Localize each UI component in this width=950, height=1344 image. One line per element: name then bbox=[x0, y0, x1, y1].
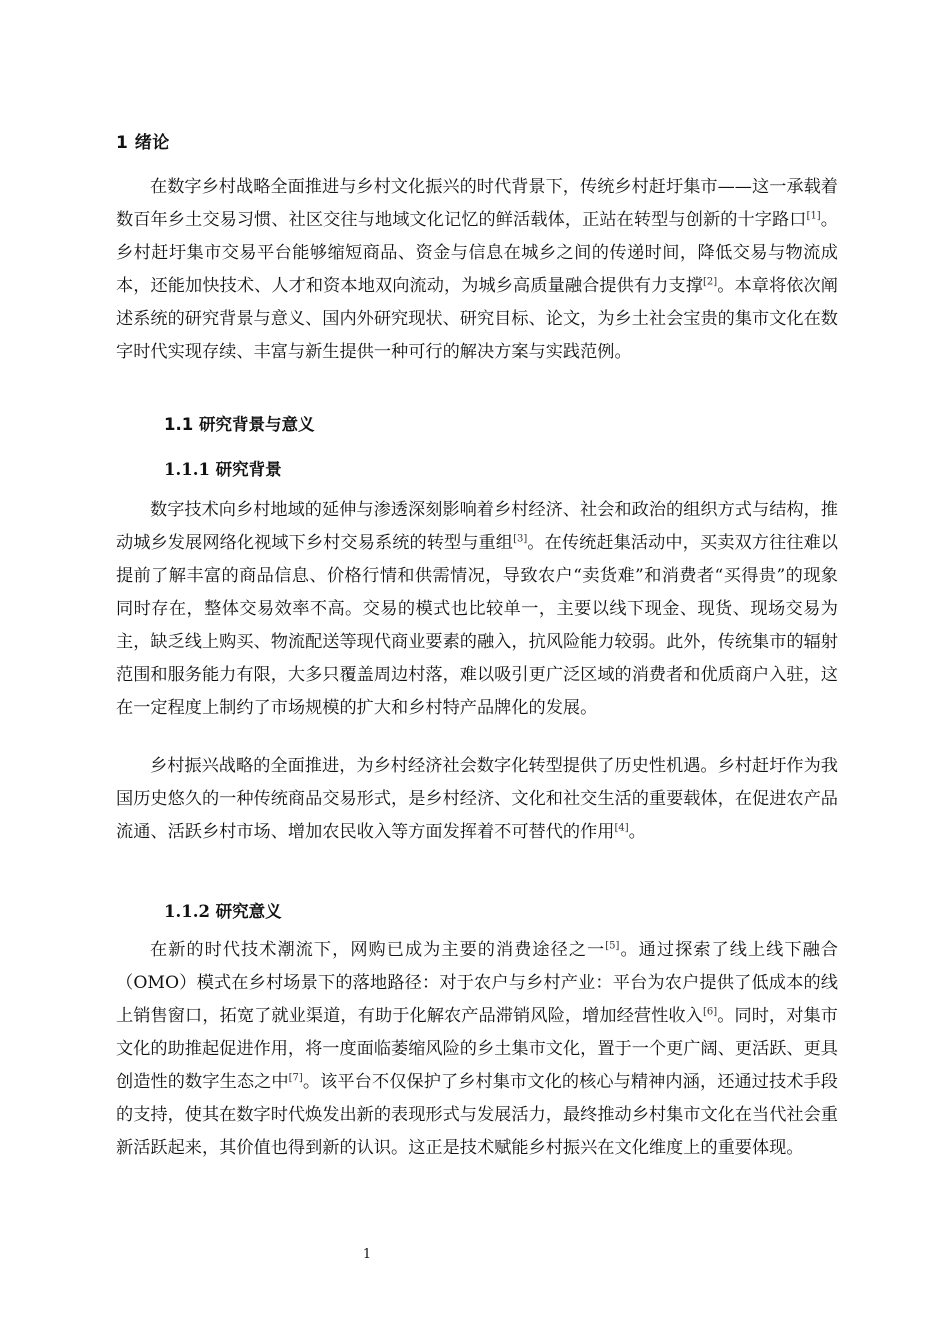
citation-2: [2] bbox=[702, 276, 718, 288]
intro-paragraph bbox=[116, 171, 838, 369]
citation-7: [7] bbox=[288, 1072, 303, 1084]
significance-text-4: 。该平台不仅保护了乡村集市文化的核心与精神内涵，还通过技术手段的支持，使其在数字时代焕发出新的表现形式与发展活力，最终推动乡村集市文化在当代社会重新活跃起来，其价值也得到新的认识。这正是技术赋能乡村振兴在文化维度上的重要体现。 bbox=[116, 1072, 838, 1158]
significance-text-3: 。同时，对集市文化的助推起促进作用，将一度面临萎缩风险的乡土集市文化，置于一个更广阔、更活跃、更具创造性的数字生态之中 bbox=[116, 1006, 838, 1092]
page-number: 1 bbox=[362, 1247, 372, 1262]
significance-text-1: 在新的时代技术潮流下，网购已成为主要的消费途径之一 bbox=[150, 940, 606, 960]
citation-5: [5] bbox=[605, 940, 620, 952]
citation-3: [3] bbox=[513, 533, 528, 545]
significance-paragraph bbox=[116, 934, 838, 1165]
subsection-title-1-1-1: 1.1.1 研究背景 bbox=[164, 460, 282, 479]
chapter-title: 1 绪论 bbox=[116, 133, 170, 153]
background-paragraph-1 bbox=[116, 494, 838, 725]
background-text-4: 。 bbox=[628, 822, 646, 842]
citation-6: [6] bbox=[702, 1006, 718, 1018]
background-text-1: 数字技术向乡村地域的延伸与渗透深刻影响着乡村经济、社会和政治的组织方式与结构，推动城乡发展网络化视域下乡村交易系统的转型与重组 bbox=[116, 500, 838, 553]
significance-text-2: 。通过探索了线上线下融合（OMO）模式在乡村场景下的落地路径：对于农户与乡村产业：平台为农户提供了低成本的线上销售窗口，拓宽了就业渠道，有助于化解农产品滞销风险，增加经营性收入 bbox=[116, 940, 838, 1026]
intro-text-2: 。乡村赶圩集市交易平台能够缩短商品、资金与信息在城乡之间的传递时间，降低交易与物流成本，还能加快技术、人才和资本地双向流动，为城乡高质量融合提供有力支撑 bbox=[116, 210, 838, 296]
background-text-2: 。在传统赶集活动中，买卖双方往往难以提前了解丰富的商品信息、价格行情和供需情况，导致农户“卖货难”和消费者“买得贵”的现象同时存在，整体交易效率不高。交易的模式也比较单一，主要以线下现金、现货、现场交易为主，缺乏线上购买、物流配送等现代商业要素的融入，抗风险能力较弱。此外，传统集市的辐射范围和服务能力有限，大多只覆盖周边村落，难以吸引更广泛区域的消费者和优质商户入驻，这在一定程度上制约了市场规模的扩大和乡村特产品牌化的发展。 bbox=[116, 533, 838, 718]
citation-4: [4] bbox=[614, 822, 629, 834]
subsection-title-1-1-2: 1.1.2 研究意义 bbox=[164, 902, 282, 921]
section-title-1-1: 1.1 研究背景与意义 bbox=[164, 415, 315, 434]
intro-text-1: 在数字乡村战略全面推进与乡村文化振兴的时代背景下，传统乡村赶圩集市——这一承载着数百年乡土交易习惯、社区交往与地域文化记忆的鲜活载体，正站在转型与创新的十字路口 bbox=[116, 177, 838, 230]
background-paragraph-2 bbox=[116, 750, 838, 849]
intro-text-3: 。本章将依次阐述系统的研究背景与意义、国内外研究现状、研究目标、论文，为乡土社会宝贵的集市文化在数字时代实现存续、丰富与新生提供一种可行的解决方案与实践范例。 bbox=[116, 276, 838, 362]
background-text-3: 乡村振兴战略的全面推进，为乡村经济社会数字化转型提供了历史性机遇。乡村赶圩作为我国历史悠久的一种传统商品交易形式，是乡村经济、文化和社交生活的重要载体，在促进农产品流通、活跃乡村市场、增加农民收入等方面发挥着不可替代的作用 bbox=[116, 756, 838, 842]
citation-1: [1] bbox=[806, 210, 821, 222]
